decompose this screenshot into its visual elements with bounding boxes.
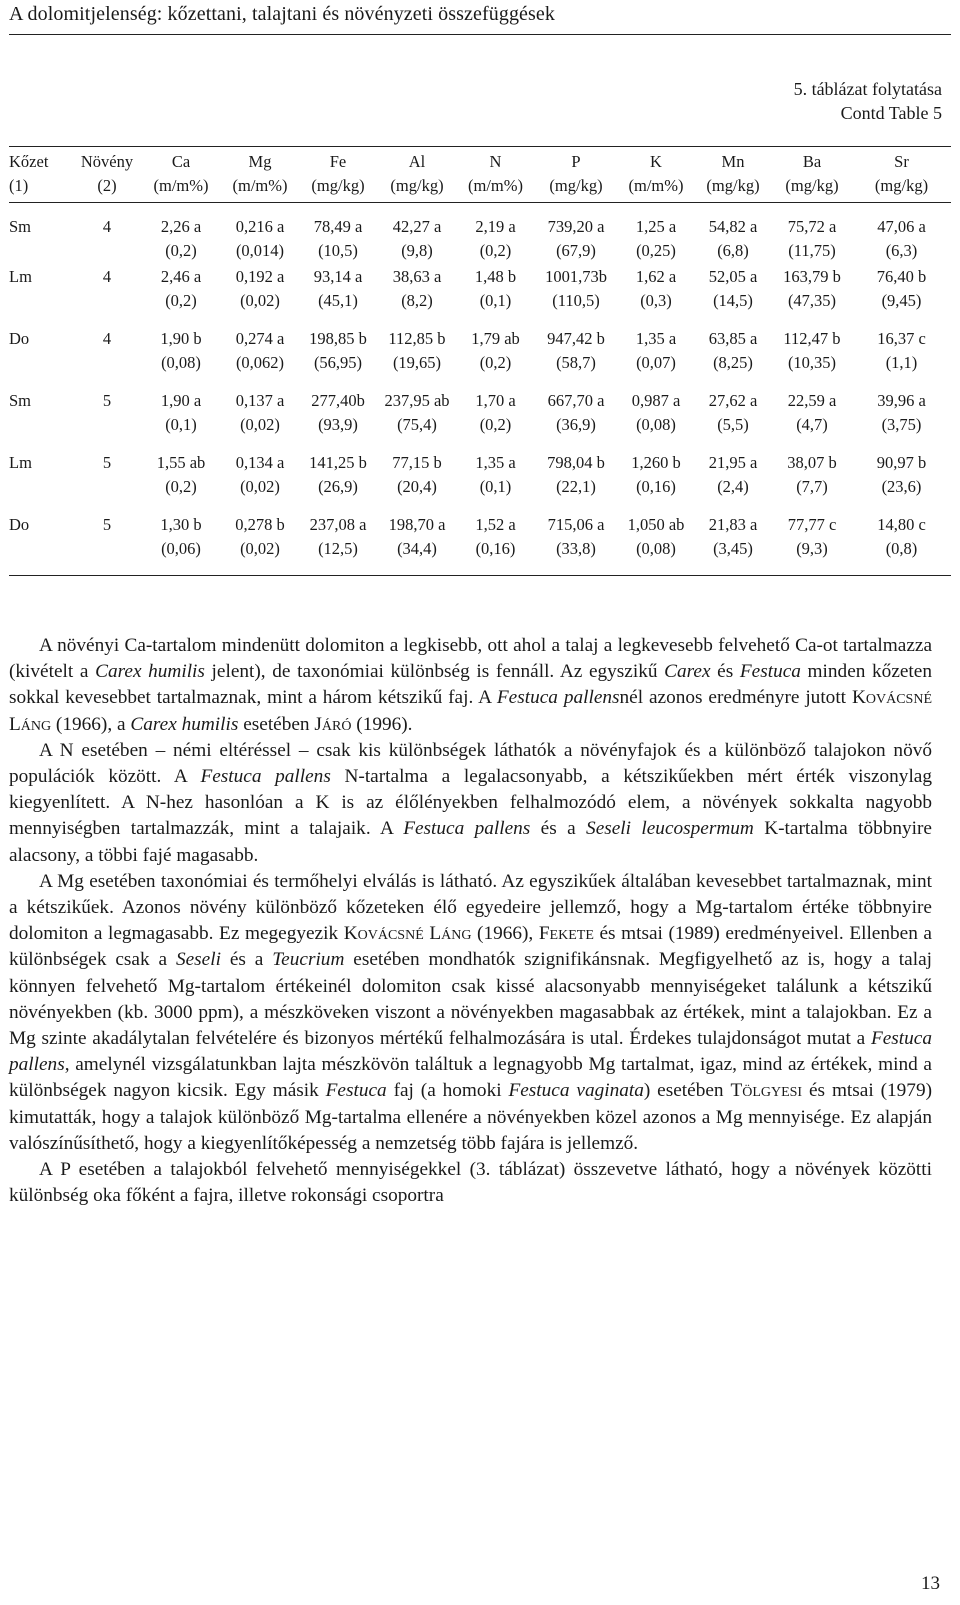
mean-value: 77,77 c [787,515,837,534]
deviation-value: (1,1) [885,353,918,372]
mean-value: 0,216 a [235,217,285,236]
deviation-value: (0,2) [479,241,512,260]
plant-cell: 4 [102,329,112,348]
mean-value: 1,55 ab [156,453,206,472]
paragraph [9,633,932,738]
deviation-value: (0,062) [235,353,285,372]
value-cell [457,451,534,513]
deviation-value: (0,2) [165,291,197,310]
table-row [9,451,951,513]
value-cell [618,265,694,327]
plant-cell: 5 [102,391,112,410]
column-header [772,147,852,203]
deviation-value: (10,35) [787,353,837,372]
value-cell [534,513,618,576]
value-cell [772,389,852,451]
deviation-value: (0,2) [479,353,512,372]
text-run: és a [530,818,587,840]
mean-value: 14,80 c [877,515,926,534]
species-name: Carex humilis [130,713,239,735]
value-cell [618,203,694,266]
column-header [618,147,694,203]
deviation-value: (56,95) [313,353,363,372]
deviation-value: (9,45) [881,291,922,310]
mean-value: 63,85 a [708,329,758,348]
mean-value: 1,52 a [475,515,516,534]
column-unit: (mg/kg) [311,176,365,195]
deviation-value: (75,4) [397,415,437,434]
value-cell [852,265,951,327]
table-row [9,327,951,389]
value-cell [772,327,852,389]
deviation-value: (8,25) [713,353,753,372]
value-cell [141,389,221,451]
mean-value: 93,14 a [313,267,363,286]
text-run: és a [220,949,273,971]
column-unit: (m/m%) [153,176,209,195]
value-cell [299,389,377,451]
deviation-value: (0,2) [479,415,512,434]
value-cell [534,203,618,266]
value-cell [299,203,377,266]
value-cell [694,451,772,513]
species-name: Festuca pallens [200,766,331,788]
deviation-value: (6,8) [717,241,749,260]
mean-value: 54,82 a [708,217,758,236]
species-name: Seseli [175,949,221,971]
table-caption-english: Contd Table 5 [840,103,942,123]
deviation-value: (8,2) [401,291,433,310]
plant-cell: 4 [102,267,112,286]
author-name: Fekete [538,923,594,945]
value-cell [457,203,534,266]
column-unit: (m/m%) [628,176,684,195]
deviation-value: (0,3) [640,291,672,310]
value-cell [534,265,618,327]
mean-value: 0,987 a [631,391,681,410]
deviation-value: (67,9) [556,241,596,260]
mean-value: 163,79 b [783,267,841,286]
deviation-value: (0,06) [161,539,201,558]
rock-cell: Sm [9,217,32,236]
mean-value: 78,49 a [313,217,363,236]
value-cell [221,203,299,266]
text-run: (1966), a [51,713,131,735]
column-unit: (m/m%) [232,176,288,195]
deviation-value: (0,08) [636,415,676,434]
mean-value: 1,35 a [475,453,516,472]
mean-value: 90,97 b [876,453,927,472]
deviation-value: (0,08) [161,353,201,372]
column-name: Mg [248,152,272,171]
mean-value: 1,260 b [631,453,681,472]
deviation-value: (47,35) [787,291,837,310]
mean-value: 112,47 b [783,329,841,348]
paragraph [9,738,932,869]
table-row [9,265,951,327]
deviation-value: (36,9) [556,415,596,434]
mean-value: 141,25 b [309,453,367,472]
text-run: és [710,661,740,683]
text-run: (1966), [471,923,539,945]
mean-value: 75,72 a [787,217,837,236]
mean-value: 42,27 a [392,217,442,236]
species-name: Teucrium [272,949,345,971]
value-cell [141,327,221,389]
mean-value: 1,70 a [475,391,516,410]
mean-value: 2,46 a [160,267,202,286]
value-cell [141,203,221,266]
text-run: (1996). [351,713,413,735]
value-cell [852,513,951,576]
column-header [221,147,299,203]
mean-value: 237,08 a [309,515,367,534]
deviation-value: (0,16) [475,539,516,558]
text-run: és mtsai (1989) eredményeivel. Ellenben a különbségek csak a [9,923,932,971]
mean-value: 1,79 ab [471,329,520,348]
column-header [73,147,141,203]
mean-value: 21,83 a [708,515,758,534]
value-cell [457,513,534,576]
value-cell [852,451,951,513]
text-run: N-tartalma a legalacsonyabb, a kétszikűekben mért érték viszonylag kiegyenlített. A N-hez hasonlóan a K is az élőlényekben felhalmozódó elem, a növények sokkalta nagyobb mennyiségben tartalmazzák, mint a talajaik. A [9,766,932,840]
deviation-value: (0,02) [240,415,280,434]
table-row [9,513,951,576]
table-row [9,389,951,451]
value-cell [694,389,772,451]
deviation-value: (0,014) [235,241,285,260]
column-name: Ca [171,152,191,171]
mean-value: 38,63 a [392,267,442,286]
mean-value: 1001,73b [545,267,607,286]
deviation-value: (9,3) [796,539,828,558]
column-name: Sr [894,152,909,171]
table-row [9,203,951,266]
deviation-value: (7,7) [796,477,828,496]
deviation-value: (0,02) [240,539,280,558]
deviation-value: (0,16) [636,477,676,496]
text-run: , amelynél vizsgálatunkban lajta mészkövön találtuk a legnagyobb Mg tartalmat, igaz, mind az értékek, mind a különbségek nagyon kicsik. Egy másik [9,1054,932,1102]
column-name: K [650,152,662,171]
mean-value: 2,26 a [160,217,202,236]
text-run: A P esetében a talajokból felvehető mennyiségekkel (3. táblázat) összevetve látható, hogy a növények közötti különbség oka főként a fajra, illetve rokonsági csoportra [9,1159,932,1207]
column-header [694,147,772,203]
value-cell [221,327,299,389]
column-header [377,147,457,203]
deviation-value: (26,9) [318,477,358,496]
column-name: N [489,152,502,171]
mean-value: 1,62 a [635,267,677,286]
value-cell [534,327,618,389]
mean-value: 1,30 b [160,515,202,534]
author-name: Járó [314,713,352,735]
column-name: Kőzet [9,152,49,171]
table-caption: 5. táblázat folytatása [793,79,942,99]
mean-value: 0,278 b [235,515,285,534]
mean-value: 1,35 a [635,329,677,348]
deviation-value: (11,75) [788,241,836,260]
deviation-value: (14,5) [713,291,753,310]
column-unit: (mg/kg) [785,176,839,195]
mean-value: 1,90 b [160,329,202,348]
deviation-value: (20,4) [397,477,437,496]
deviation-value: (0,1) [165,415,197,434]
value-cell [694,327,772,389]
author-name: Kovácsné Láng [343,923,472,945]
deviation-value: (93,9) [318,415,358,434]
data-table [9,146,951,576]
value-cell [852,203,951,266]
value-cell [377,389,457,451]
value-cell [772,203,852,266]
mean-value: 739,20 a [547,217,605,236]
species-name: Festuca [325,1080,387,1102]
deviation-value: (0,08) [636,539,676,558]
deviation-value: (3,75) [881,415,922,434]
body-text [9,633,932,1209]
mean-value: 112,85 b [388,329,446,348]
column-header [141,147,221,203]
mean-value: 1,25 a [635,217,677,236]
deviation-value: (0,02) [240,477,280,496]
text-run: esetében mondhatók szignifikánsnak. Megfigyelhető az is, hogy a talaj könnyen felvehető Mg-tartalom értékeinél dolomiton csak kissé alacsonyabb mennyiségeket találunk a kétszikű növényekben (kb. 3000 ppm), a mészköveken viszont a növényekben magasabbak az értékek, mint a talajokban. Ez a Mg szinte akadálytalan felvételére és bizonyos mértékű felhalmozására is utal. Érdekes tulajdonságot mutat a [9,949,932,1050]
value-cell [618,327,694,389]
plant-cell: 5 [102,515,112,534]
mean-value: 27,62 a [708,391,758,410]
value-cell [377,451,457,513]
deviation-value: (33,8) [556,539,596,558]
mean-value: 1,48 b [474,267,517,286]
deviation-value: (0,2) [165,241,197,260]
running-header-title: A dolomitjelenség: kőzettani, talajtani és növényzeti összefüggések [9,3,555,25]
value-cell [377,203,457,266]
column-name: Növény [80,152,134,171]
deviation-value: (4,7) [796,415,828,434]
mean-value: 0,192 a [235,267,285,286]
rock-cell: Do [9,515,30,534]
value-cell [694,513,772,576]
deviation-value: (3,45) [713,539,753,558]
deviation-value: (22,1) [556,477,596,496]
mean-value: 715,06 a [547,515,605,534]
mean-value: 1,90 a [160,391,202,410]
deviation-value: (0,07) [636,353,676,372]
column-name: P [571,152,581,171]
text-run: A N esetében – némi eltéréssel – csak kis különbségek láthatók a növényfajok és a különböző talajokon növő populációk között. A [9,739,932,788]
running-header [9,0,951,35]
mean-value: 76,40 b [876,267,927,286]
species-name: Festuca pallens [496,687,620,709]
species-name: Festuca vaginata [508,1080,644,1102]
species-name: Festuca pallens [403,818,531,840]
mean-value: 22,59 a [787,391,837,410]
column-header [457,147,534,203]
text-run: ) esetében [643,1080,731,1102]
value-cell [221,265,299,327]
text-run: A Mg esetében taxonómiai és termőhelyi elválás is látható. Az egyszikűek általában kevesebbet tartalmaznak, mint a kétszikűek. Azonos növény különböző kőzeteken élő egyedeire jellemző, hogy a Mg-tartalom értéke többnyire dolomiton a legmagasabb. Ez megegyezik [9,870,932,945]
value-cell [141,265,221,327]
deviation-value: (19,65) [392,353,442,372]
column-name: Mn [721,152,745,171]
deviation-value: (10,5) [318,241,358,260]
value-cell [772,265,852,327]
species-name: Seseli leucospermum [586,818,754,840]
text-run: A növényi Ca-tartalom mindenütt dolomiton a legkisebb, ott ahol a talaj a legkevesebb felvehető Ca-ot tartalmazza (kivételt a [9,635,932,683]
mean-value: 667,70 a [547,391,605,410]
value-cell [534,389,618,451]
value-cell [221,513,299,576]
text-run: és mtsai (1979) kimutatták, hogy a talajok különböző Mg-tartalma ellenére a növényekben közel azonos a Mg mennyisége. Ez alapján valószínűsíthető, hogy a kiegyenlítőképesség a nemzetség több fajára is jellemző. [9,1080,932,1154]
deviation-value: (0,1) [479,477,512,496]
value-cell [694,203,772,266]
value-cell [618,451,694,513]
column-unit: (mg/kg) [706,176,760,195]
species-name: Festuca pallens [9,1028,932,1076]
paragraph [9,1157,932,1209]
value-cell [299,451,377,513]
text-run: esetében [238,713,315,735]
deviation-value: (0,8) [885,539,918,558]
column-unit: (m/m%) [468,176,523,195]
value-cell [141,451,221,513]
value-cell [299,327,377,389]
deviation-value: (0,25) [636,241,676,260]
value-cell [772,513,852,576]
deviation-value: (0,02) [240,291,280,310]
value-cell [618,389,694,451]
value-cell [377,327,457,389]
value-cell [299,513,377,576]
value-cell [299,265,377,327]
value-cell [457,389,534,451]
column-name: Ba [802,152,822,171]
deviation-value: (5,5) [717,415,749,434]
column-unit: (mg/kg) [549,176,603,195]
value-cell [852,389,951,451]
mean-value: 198,70 a [388,515,446,534]
value-cell [457,327,534,389]
column-name: Fe [329,152,347,171]
text-run: jelent), de taxonómiai különbség is fennáll. Az egyszikű [204,661,665,683]
mean-value: 47,06 a [877,217,926,236]
rock-cell: Lm [9,267,32,286]
value-cell [141,513,221,576]
column-header [852,147,951,203]
column-header [9,147,73,203]
column-name: Al [408,152,426,171]
deviation-value: (2,4) [717,477,749,496]
value-cell [618,513,694,576]
mean-value: 947,42 b [547,329,605,348]
species-name: Festuca [739,661,801,683]
mean-value: 0,134 a [235,453,285,472]
mean-value: 798,04 b [547,453,605,472]
deviation-value: (9,8) [401,241,433,260]
mean-value: 52,05 a [708,267,758,286]
plant-cell: 5 [102,453,112,472]
mean-value: 38,07 b [787,453,837,472]
deviation-value: (0,2) [165,477,197,496]
author-name: Tölgyesi [730,1080,803,1102]
column-unit: (2) [97,176,117,195]
text-run: nél azonos eredményre jutott [619,687,852,709]
rock-cell: Sm [9,391,32,410]
value-cell [221,389,299,451]
plant-cell: 4 [102,217,112,236]
species-name: Carex [664,661,711,683]
author-name: Kovácsné Láng [9,687,932,735]
mean-value: 0,274 a [235,329,285,348]
rock-cell: Lm [9,453,32,472]
text-run: minden kőzeten sokkal kevesebbet tartalmaznak, mint a három kétszikű faj. A [9,661,932,709]
deviation-value: (23,6) [881,477,922,496]
mean-value: 277,40b [311,391,365,410]
value-cell [221,451,299,513]
mean-value: 77,15 b [392,453,442,472]
mean-value: 16,37 c [877,329,926,348]
text-run: faj (a homoki [386,1080,509,1102]
value-cell [457,265,534,327]
mean-value: 198,85 b [309,329,367,348]
value-cell [377,265,457,327]
mean-value: 39,96 a [877,391,926,410]
mean-value: 21,95 a [708,453,758,472]
column-header [299,147,377,203]
column-header [534,147,618,203]
mean-value: 0,137 a [235,391,285,410]
column-unit: (mg/kg) [874,176,929,195]
deviation-value: (12,5) [318,539,358,558]
mean-value: 237,95 ab [384,391,450,410]
paragraph [9,869,932,1157]
page-number: 13 [921,1573,940,1594]
table-header-row [9,147,951,203]
species-name: Carex humilis [95,661,205,683]
column-unit: (1) [9,176,29,195]
deviation-value: (45,1) [318,291,358,310]
value-cell [772,451,852,513]
deviation-value: (58,7) [556,353,596,372]
text-run: K-tartalma többnyire alacsony, a többi fajé magasabb. [9,818,932,866]
deviation-value: (6,3) [885,241,918,260]
mean-value: 1,050 ab [627,515,685,534]
value-cell [534,451,618,513]
mean-value: 2,19 a [475,217,516,236]
value-cell [694,265,772,327]
deviation-value: (34,4) [397,539,437,558]
rock-cell: Do [9,329,30,348]
deviation-value: (0,1) [479,291,512,310]
value-cell [852,327,951,389]
deviation-value: (110,5) [552,291,600,310]
column-unit: (mg/kg) [390,176,444,195]
value-cell [377,513,457,576]
